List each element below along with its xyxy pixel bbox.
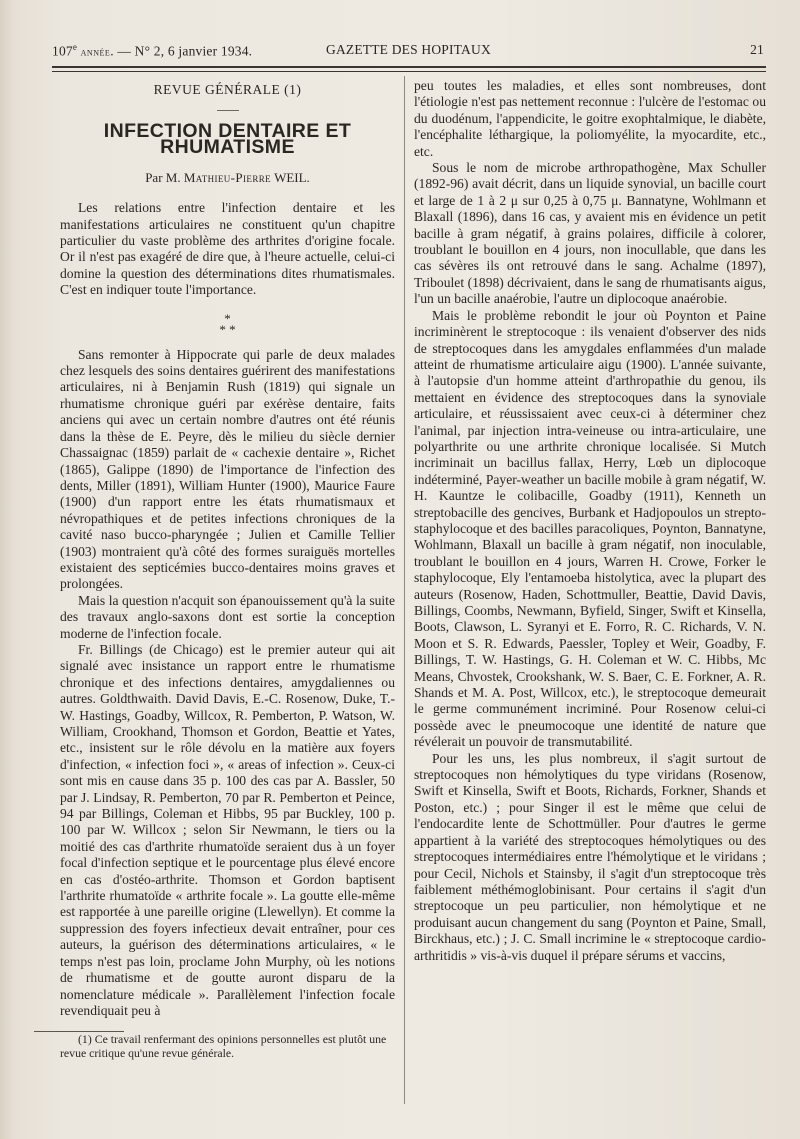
separator-star-top: * [224, 310, 231, 326]
footnote: (1) Ce travail renfermant des opinions personnelles est plutôt une revue critique qu'une revue générale. [60, 1032, 387, 1061]
author-surname: WEIL. [274, 169, 310, 185]
author-prefix: Par M. [145, 169, 181, 185]
page-number: 21 [750, 42, 764, 57]
annee-label: année [80, 46, 111, 59]
running-header [52, 42, 764, 62]
paragraph: Sans remonter à Hippocrate qui parle de deux malades chez lesquels des soins dentaires guérirent des manifestations articulaires, ni à Benjamin Rush (1819) qui signale un rhumatisme chronique guéri par exérèse dentaire, faits anciens qui avec un certain nombre d'autres ont été réunis dans la thèse de E. Peyre, dès le milieu du siècle dernier Chassaignac (1859) parlait de « cachexie dentaire », Richet (1865), Galippe (1890) de l'importance de l'infection des dents, Miller (1891), William Hunter (1900), Maurice Faure (1900) d'un rapport entre les états rhumatismaux et névropathiques et de petites infections chroniques de la cavité naso bucco-pharyngée ; Julien et Camille Tellier (1903) montraient qu'à côté des formes suraiguës mortelles existaient des septicémies bucco-dentaires moins graves et prolongées. [60, 346, 395, 592]
journal-name: GAZETTE DES HOPITAUX [326, 42, 491, 57]
paragraph: Sous le nom de microbe arthropathogène, Max Schuller (1892-96) avait décrit, dans un liquide synovial, un bacille court et large de 1 à 2 μ sur 0,25 à 0,75 μ. Bannatyne, Wohlmann et Blaxall (1896), dans 16 cas, y avaient mis en évidence un petit bacille à gram négatif, à grains polaires, difficile à colorer, troublant le bouillon en 4 jours, non inocullable, que dans les cas sévères ils ont retrouvé dans le sang. Achalme (1897), Triboulet (1898) décrivaient, dans le sang de rhumatisants aigus, l'un un bacille anaérobie, l'autre un diplocoque anaérobie. [414, 160, 766, 307]
kicker-rule [217, 110, 239, 111]
author-first-name: Mathieu-Pierre [183, 169, 272, 185]
volume-suffix: e [72, 42, 78, 52]
paragraph: Les relations entre l'infection dentaire et les manifestations articulaires ne constituent qu'un chapitre particulier du vaste problème des arthrites d'origine focale. Or il n'est pas exagéré de dire que, à l'heure actuelle, celui-ci domine la question des déterminations dites rhumatismales. C'est en indiquer toute l'importance. [60, 200, 395, 298]
paragraph: peu toutes les maladies, et elles sont nombreuses, dont l'étiologie n'est pas nettement reconnue : l'ulcère de l'estomac ou du duodénum, l'appendicite, le goitre exophtalmique, le diabète, l'encéphalite léthargique, la poliomyélite, la myocardite, etc., etc. [414, 78, 766, 159]
separator-stars-bottom: * * [219, 321, 236, 337]
volume-number: 107 [52, 43, 73, 59]
paragraph: Fr. Billings (de Chicago) est le premier auteur qui ait signalé avec insistance un rapport entre le rhumatisme chronique et des infections dentaires, amygdaliennes ou autres. Goldthwaith. David Davis, E.-C. Rosenow, Duke, T.-W. Hastings, Goadby, Willcox, R. Pemberton, P. Watson, W. William, Crookhand, Thomson et Gordon, Beattie et Yates, etc., insistent sur le rôle dévolu en la matière aux foyers d'infection, « infection foci », « areas of infection ». Ceux-ci sont mis en cause dans 35 p. 100 des cas par A. Bassler, 50 par J. Lindsay, R. Pemberton, 70 par R. Pemberton et Peince, 94 par Billings, Coleman et Hibbs, 95 par Buckley, 100 p. 100 par W. Willcox ; selon Sir Newmann, le tiers ou la moitié des cas d'arthrite rhumatoïde seraient dus à un foyer focal d'infection septique et le pourcentage plus élevé encore en cas d'ostéo-arthrite. Thomson et Gordon baptisent l'arthrite rhumatoïde « arthrite focale ». La goutte elle-même est rapportée à une pareille origine (Llewellyn). Et comme la suppression des foyers infectieux devait entraîner, pour ces auteurs, la guérison des déterminations articulaires, « le temps n'est pas loin, proclame John Murphy, où les notions de rhumatisme et de goutte auront disparu de la nomenclature médicale ». Parallèlement l'infection focale revendiquait peu à [60, 641, 395, 1018]
article-author [60, 170, 395, 186]
paragraph: Mais la question n'acquit son épanouissement qu'à la suite des travaux anglo-saxons dont est sortie la conception moderne de l'infection focale. [60, 592, 395, 641]
header-rule-thick [52, 66, 766, 68]
paragraph: Pour les uns, les plus nombreux, il s'agit surtout de streptocoques non hémolytiques du type viridans (Rosenow, Swift et Kinsella, Swift et Boots, Richards, Forkner, Shands et Poston, etc.) ; pour Singer il est le même que celui de l'endocardite lente de Schottmüller. Pour d'autres le germe appartient à la variété des streptocoques hémolytiques ou des streptocoques intermédiaires entre l'hémolytique et le viridans ; pour Cecil, Nichols et Stainsby, il s'agit d'un streptocoque très faiblement méthémoglobinisant. Pour certains il s'agit d'un streptocoque un peu particulier, non hémolytique et ne produisant aucun changement du sang (Poynton et Paine, Small, Birckhaus, etc.) ; J. C. Small incrimine le « streptocoque cardio-arthritidis » vis-à-vis duquel il prépare sérums et vaccins, [414, 750, 766, 963]
header-rule-thin [52, 71, 766, 72]
page-binding-shadow [0, 0, 14, 1139]
left-column [60, 76, 395, 1060]
right-column [414, 78, 766, 964]
article-kicker: REVUE GÉNÉRALE (1) [153, 82, 302, 97]
issue-info [52, 42, 252, 60]
issue-date: . — N° 2, 6 janvier 1934. [110, 43, 253, 59]
paragraph: Mais le problème rebondit le jour où Poynton et Paine incriminèrent le streptocoque : ils venaient d'observer des nids de streptocoques dans les amygdales enflammées d'un malade atteint de rhumatisme articulaire aigu (1900). L'année suivante, à l'autopsie d'un homme atteint d'arthropathie du genou, ils mettaient en évidence des streptocoques dans la synoviale articulaire, et réussissaient avec ceux-ci à déterminer chez l'animal, par injection intra-veineuse ou intra-articulaire, une polyarthrite ou une arthrite chronique localisée. Si Mutch incriminait un bacillus fallax, Herry, Lœb un diplocoque indéterminé, Payer-weather un bacille mobile à gram négatif, W. H. Kauntze le colibacille, Goadby (1911), Kenneth un streptobacille des gencives, Burbank et Hadjopoulos un strepto-staphylocoque et des bacilles paracoliques, Poynton, Bannatyne, Wohlmann, Blaxall un bacille à gram négatif, non inoculable, troublant le bouillon en 4 jours, Warren H. Crowe, Forker le staphylocoque, Ely l'entamoeba histolytica, avec la plupart des auteurs (Rosenow, Haden, Schottmuller, Beattie, David Davis, Billings, Coombs, Newmann, Byfield, Singer, Swift et Kinsella, Boots, Clawson, L. Syranyi et E. Forro, R. C. Richards, V. N. Moon et S. R. Edwards, Paessler, Topley et Weir, Goadby, F. Billings, T. W. Hastings, G. H. Coleman et W. C. Hibbs, Mc Means, Chvostek, Crookshank, W. S. Baer, C. E. Forkner, A. R. Shands et M. A. Post, Willcox, etc.), le streptocoque demeurait le germe communément incriminé. Pour Rosenow celui-ci possède avec le pneumocoque une identité de nature que révélerait un pouvoir de transmutabilité. [414, 307, 766, 750]
column-divider [404, 76, 405, 1104]
article-title: INFECTION DENTAIRE ET RHUMATISME [103, 120, 352, 159]
section-separator [60, 310, 395, 337]
